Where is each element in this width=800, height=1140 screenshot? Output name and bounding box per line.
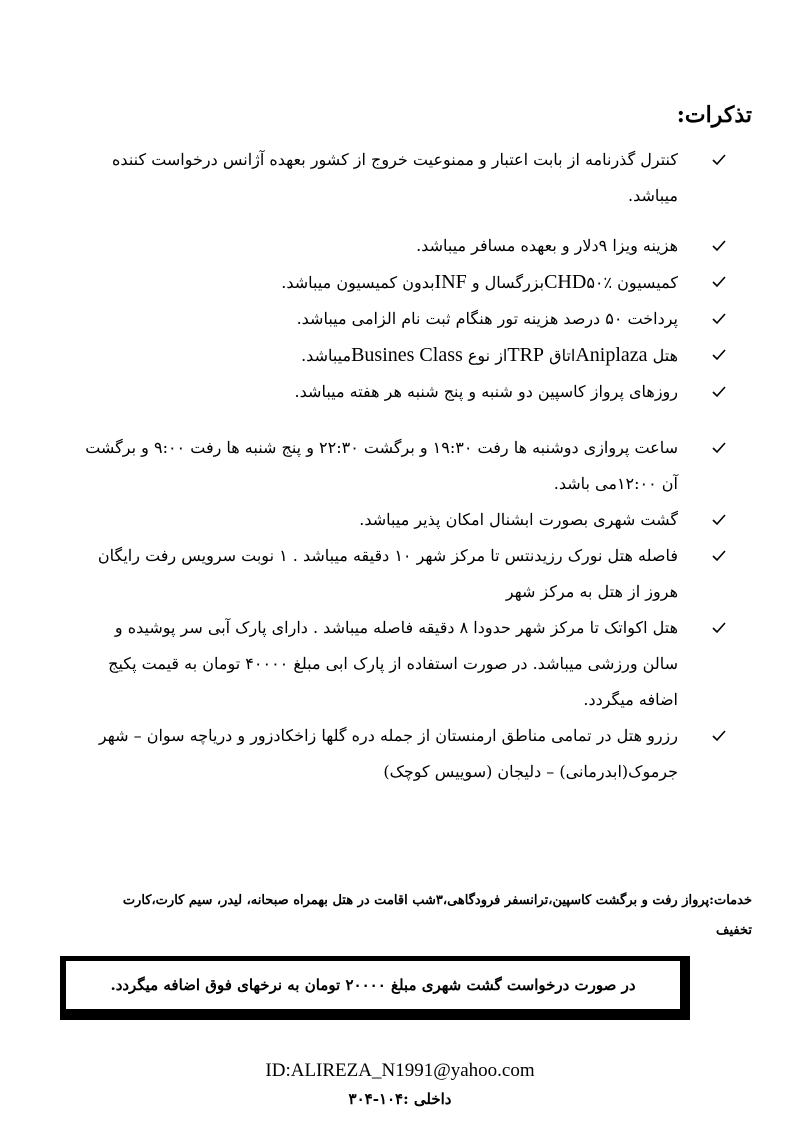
check-icon <box>710 228 728 264</box>
note-text-part: اتاق <box>544 346 576 365</box>
note-text-part: میباشد. <box>301 346 352 365</box>
notes-list <box>80 142 700 790</box>
notes-title: تذکرات: <box>676 102 752 128</box>
note-text-room-type: TRP <box>507 344 545 366</box>
check-icon <box>710 142 728 178</box>
note-text-hotel-name: Aniplaza <box>575 344 648 366</box>
check-icon <box>710 430 728 466</box>
note-item-flight-days <box>80 374 700 410</box>
note-item-reservation <box>80 718 700 790</box>
check-icon <box>710 502 728 538</box>
note-text-class: Busines Class <box>351 344 463 366</box>
note-item-payment <box>80 301 700 337</box>
services-text: خدمات:پرواز رفت و برگشت کاسپین،ترانسفر فرودگاهی،۳شب اقامت در هتل بهمراه صبحانه، لیدر، سیم کارت،کارت تخفیف <box>122 893 752 938</box>
check-icon <box>710 374 728 410</box>
note-item-visa <box>80 228 700 264</box>
contact-extension: داخلی :۱۰۴-۳۰۴ <box>348 1090 452 1108</box>
note-text: هزینه ویزا ۹دلار و بعهده مسافر میباشد. <box>416 236 678 255</box>
note-text: کنترل گذرنامه از بابت اعتبار و ممنوعیت خروج از کشور بعهده آژانس درخواست کننده میباشد. <box>112 150 678 205</box>
check-icon <box>710 718 728 754</box>
note-item-passport <box>80 142 700 214</box>
note-item-nork-residence <box>80 538 700 610</box>
note-text: هتل اکواتک تا مرکز شهر حدودا ۸ دقیقه فاصله میباشد . دارای پارک آبی سر پوشیده و سالن ورزشی میباشد. در صورت استفاده از پارک ابی مبلغ ۴۰۰۰۰ تومان به قیمت پکیج اضافه میگردد. <box>108 618 678 709</box>
note-text: رزرو هتل در تمامی مناطق ارمنستان از جمله دره گلها زاخکادزور و دریاچه سوان – شهر جرموک(ابدرمانی) – دلیجان (سوییس کوچک) <box>98 726 678 781</box>
note-item-commission <box>80 264 700 301</box>
note-text: روزهای پرواز کاسپین دو شنبه و پنج شنبه هر هفته میباشد. <box>294 382 678 401</box>
notice-box <box>60 956 690 1020</box>
note-item-aquatek <box>80 610 700 718</box>
note-text: فاصله هتل نورک رزیدنتس تا مرکز شهر ۱۰ دقیقه میباشد . ۱ نوبت سرویس رفت رایگان هروز از هتل به مرکز شهر <box>97 546 678 601</box>
note-text-part: کمیسیون <box>612 273 678 292</box>
note-text-part: هتل <box>647 346 678 365</box>
note-item-hotel-room <box>80 337 700 374</box>
notice-text: در صورت درخواست گشت شهری مبلغ ۲۰۰۰۰ تومان به نرخهای فوق اضافه میگردد. <box>110 976 636 994</box>
check-icon <box>710 337 728 373</box>
check-icon <box>710 301 728 337</box>
note-text: پرداخت ۵۰ درصد هزینه تور هنگام ثبت نام الزامی میباشد. <box>296 309 678 328</box>
check-icon <box>710 538 728 574</box>
contact-email: ID:ALIREZA_N1991@yahoo.com <box>265 1060 535 1081</box>
check-icon <box>710 264 728 300</box>
note-text-inf: INF <box>434 271 467 293</box>
note-text-chd: CHD <box>544 271 587 293</box>
note-text-part: بدون کمیسیون میباشد. <box>281 273 435 292</box>
note-text: گشت شهری بصورت ابشنال امکان پذیر میباشد. <box>359 510 678 529</box>
note-text-part: ۵۰٪بزرگسال و <box>466 273 613 292</box>
notice-inner <box>65 960 681 1010</box>
note-item-city-tour <box>80 502 700 538</box>
note-text: ساعت پروازی دوشنبه ها رفت ۱۹:۳۰ و برگشت ۲۲:۳۰ و پنج شنبه ها رفت ۹:۰۰ و برگشت آن ۱۲:۰۰می باشد. <box>85 438 678 493</box>
check-icon <box>710 610 728 646</box>
note-text-part: از نوع <box>462 346 508 365</box>
note-item-flight-times <box>80 430 700 502</box>
